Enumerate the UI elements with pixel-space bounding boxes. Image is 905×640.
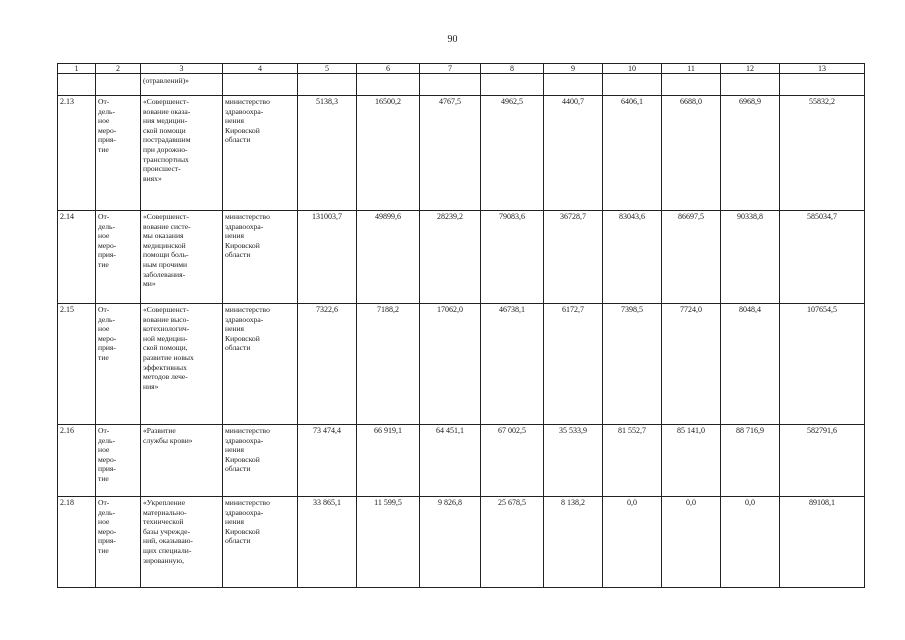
empty-cell (721, 74, 780, 96)
value-cell: 28239,2 (420, 211, 481, 304)
event-name: «Совершенст- вование оказа- ния медицин- ской помощи пострадавшим при дорожно- транспортных происшест- виях» (141, 96, 223, 211)
value-cell: 582791,6 (780, 425, 865, 497)
event-name: «Укрепление материально- технической базы учрежде- ний, оказываю- щих специали- зированную, (141, 497, 223, 588)
value-cell: 107654,5 (780, 304, 865, 425)
empty-cell (603, 74, 662, 96)
row-index: 2.18 (58, 497, 96, 588)
value-cell: 89108,1 (780, 497, 865, 588)
budget-table (57, 63, 865, 588)
page-number: 90 (447, 34, 458, 45)
value-cell: 90338,8 (721, 211, 780, 304)
event-type: От- дель- ное меро- прия- тие (96, 497, 141, 588)
continuation-text: (отравлений)» (141, 74, 223, 96)
header-cell: 2 (96, 64, 141, 74)
value-cell: 17062,0 (420, 304, 481, 425)
event-type: От- дель- ное меро- прия- тие (96, 96, 141, 211)
value-cell: 88 716,9 (721, 425, 780, 497)
empty-cell (96, 74, 141, 96)
value-cell: 66 919,1 (357, 425, 420, 497)
value-cell: 9 826,8 (420, 497, 481, 588)
header-cell: 12 (721, 64, 780, 74)
value-cell: 585034,7 (780, 211, 865, 304)
row-index: 2.14 (58, 211, 96, 304)
header-cell: 4 (223, 64, 298, 74)
empty-cell (298, 74, 357, 96)
value-cell: 11 599,5 (357, 497, 420, 588)
event-type: От- дель- ное меро- прия- тие (96, 425, 141, 497)
header-cell: 6 (357, 64, 420, 74)
value-cell: 0,0 (721, 497, 780, 588)
empty-cell (223, 74, 298, 96)
event-type: От- дель- ное меро- прия- тие (96, 304, 141, 425)
value-cell: 85 141,0 (662, 425, 721, 497)
value-cell: 55832,2 (780, 96, 865, 211)
empty-cell (58, 74, 96, 96)
value-cell: 6172,7 (544, 304, 603, 425)
value-cell: 6406,1 (603, 96, 662, 211)
header-cell: 11 (662, 64, 721, 74)
value-cell: 7188,2 (357, 304, 420, 425)
value-cell: 33 865,1 (298, 497, 357, 588)
value-cell: 46738,1 (481, 304, 544, 425)
table-row (58, 497, 865, 588)
header-row (58, 64, 865, 74)
value-cell: 4400,7 (544, 96, 603, 211)
row-index: 2.16 (58, 425, 96, 497)
header-cell: 7 (420, 64, 481, 74)
value-cell: 35 533,9 (544, 425, 603, 497)
value-cell: 4767,5 (420, 96, 481, 211)
empty-cell (780, 74, 865, 96)
header-cell: 9 (544, 64, 603, 74)
value-cell: 7322,6 (298, 304, 357, 425)
value-cell: 131003,7 (298, 211, 357, 304)
value-cell: 86697,5 (662, 211, 721, 304)
value-cell: 0,0 (662, 497, 721, 588)
row-index: 2.13 (58, 96, 96, 211)
value-cell: 0,0 (603, 497, 662, 588)
empty-cell (357, 74, 420, 96)
row-index: 2.15 (58, 304, 96, 425)
budget-table-body (58, 64, 865, 588)
executor: министерство здравоохра- нения Кировской области (223, 304, 298, 425)
header-cell: 5 (298, 64, 357, 74)
value-cell: 4962,5 (481, 96, 544, 211)
table-row (58, 211, 865, 304)
event-type: От- дель- ное меро- прия- тие (96, 211, 141, 304)
value-cell: 25 678,5 (481, 497, 544, 588)
value-cell: 64 451,1 (420, 425, 481, 497)
value-cell: 81 552,7 (603, 425, 662, 497)
value-cell: 5138,3 (298, 96, 357, 211)
executor: министерство здравоохра- нения Кировской области (223, 96, 298, 211)
empty-cell (481, 74, 544, 96)
value-cell: 67 002,5 (481, 425, 544, 497)
table-row (58, 304, 865, 425)
empty-cell (544, 74, 603, 96)
table-row (58, 96, 865, 211)
value-cell: 6968,9 (721, 96, 780, 211)
value-cell: 7724,0 (662, 304, 721, 425)
value-cell: 6688,0 (662, 96, 721, 211)
empty-cell (420, 74, 481, 96)
header-cell: 8 (481, 64, 544, 74)
value-cell: 83043,6 (603, 211, 662, 304)
executor: министерство здравоохра- нения Кировской области (223, 497, 298, 588)
event-name: «Совершенст- вование высо- котехнологич- ной медицин- ской помощи, развитие новых эффективных методов лече- ния» (141, 304, 223, 425)
value-cell: 79083,6 (481, 211, 544, 304)
event-name: «Развитие службы крови» (141, 425, 223, 497)
header-cell: 1 (58, 64, 96, 74)
value-cell: 73 474,4 (298, 425, 357, 497)
continuation-row (58, 74, 865, 96)
value-cell: 16500,2 (357, 96, 420, 211)
value-cell: 7398,5 (603, 304, 662, 425)
value-cell: 8 138,2 (544, 497, 603, 588)
event-name: «Совершенст- вование систе- мы оказания медицинской помощи боль- ным прочими заболевания- ми» (141, 211, 223, 304)
empty-cell (662, 74, 721, 96)
value-cell: 36728,7 (544, 211, 603, 304)
executor: министерство здравоохра- нения Кировской области (223, 425, 298, 497)
header-cell: 13 (780, 64, 865, 74)
table-row (58, 425, 865, 497)
header-cell: 10 (603, 64, 662, 74)
value-cell: 49899,6 (357, 211, 420, 304)
header-cell: 3 (141, 64, 223, 74)
executor: министерство здравоохра- нения Кировской области (223, 211, 298, 304)
value-cell: 8048,4 (721, 304, 780, 425)
